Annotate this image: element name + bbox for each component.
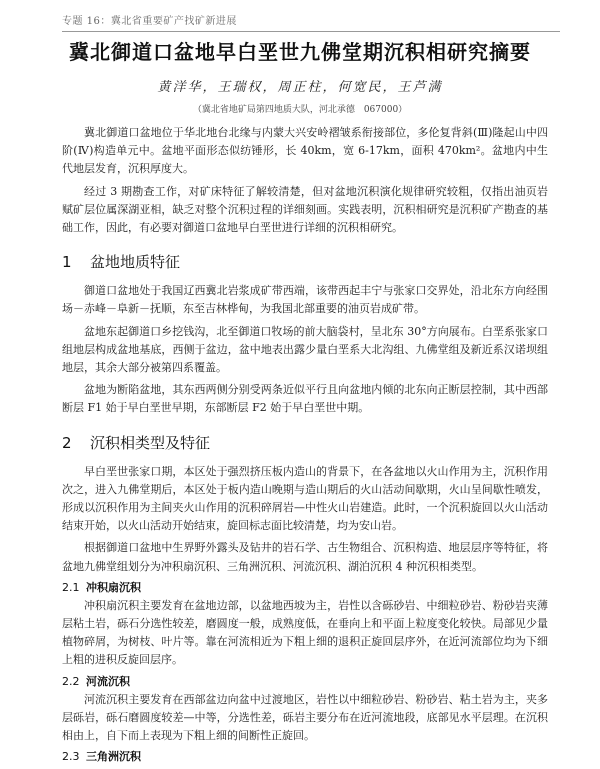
section-number: 1 [62,253,72,272]
subsection-title: 冲积扇沉积 [86,580,141,594]
paper-title: 冀北御道口盆地早白垩世九佛堂期沉积相研究摘要 [69,40,531,64]
body-paragraph: 根据御道口盆地中生界野外露头及钻井的岩石学、古生物组合、沉积构造、地层层序等特征，将盆地九佛堂组划分为冲积扇沉积、三角洲沉积、河流沉积、湖泊沉积 4 种沉积相类型。 [62,541,548,573]
body-paragraph: 河流沉积主要发育在西部盆边向盆中过渡地区，岩性以中细粒砂岩、粉砂岩、粘土岩为主，夹多层砾岩，砾石磨圆度较差—中等，分选性差，砾岩主要分布在近河流地段，底部见水平层理。在沉积相由上，自下而上表现为下粗上细的间断性正旋回。 [62,692,548,743]
subsection-heading [62,579,548,595]
subsection-number: 2.1 [62,580,80,594]
body-paragraph: 冲积扇沉积主要发育在盆地边部，以盆地西坡为主，岩性以含砾砂岩、中细粒砂岩、粉砂岩夹薄层粘土岩，砾石分选性较差，磨圆度一般，成熟度低，在垂向上和平面上粒度变化较快。局部见少量植物碎屑，为树枝、叶片等。靠在河流相近为下粗上细的退积正旋回层序外，在近河流部位均为下细上粗的进积反旋回层序。 [62,598,548,667]
abstract-paragraph: 经过 3 期勘查工作，对矿床特征了解较清楚，但对盆地沉积演化规律研究较粗，仅指出油页岩赋矿层位属深湖亚相，缺乏对整个沉积过程的详细刻画。实践表明，沉积相研究是沉积矿产勘查的基础工作，因此，有必要对御道口盆地早白垩世进行详细的沉积相研究。 [62,184,548,235]
subsection-heading [62,748,548,764]
body-paragraph: 盆地东起御道口乡挖钱沟，北至御道口牧场的前大脑袋村，呈北东 30°方向展布。白垩系张家口组地层构成盆地基底，西侧于盆边，盆中地表出露少量白垩系大北沟组、九佛堂组及新近系汉诺坝组地层，其余大部分被第四系覆盖。 [62,324,548,375]
paper-body [62,124,548,766]
section-title: 沉积相类型及特征 [90,433,211,452]
section-number: 2 [62,433,72,452]
author-list: 黄洋华，王瑞权，周正柱，何宽民，王芦满 [157,80,443,95]
subsection-number: 2.3 [62,750,80,764]
body-paragraph: 盆地为断陷盆地，其东西两侧分别受两条近似平行且向盆地内倾的北东向正断层控制，其中西部断层 F1 始于早白垩世早期，东部断层 F2 始于早白垩世中期。 [62,383,548,415]
section-heading [62,251,548,272]
section-title: 盆地地质特征 [90,253,181,272]
subsection-title: 河流沉积 [86,674,130,688]
subsection-title: 三角洲沉积 [86,750,141,764]
body-paragraph: 御道口盆地处于我国辽西冀北岩浆成矿带西端，该带西起丰宁与张家口交界处，沿北东方向经围场－赤峰－阜新－抚顺，东至吉林桦甸，为我国北部重要的油页岩成矿带。 [62,284,548,316]
running-header: 专题 16：冀北省重要矿产找矿新进展 [62,12,560,32]
affiliation: （冀北省地矿局第四地质大队，河北承德 067000） [192,105,408,115]
subsection-heading [62,673,548,689]
subsection-number: 2.2 [62,674,80,688]
section-heading [62,432,548,453]
body-paragraph: 早白垩世张家口期，本区处于强烈挤压板内造山的背景下，在各盆地以火山作用为主，沉积作用次之，进入九佛堂期后，本区处于板内造山晚期与造山期后的火山活动间歇期，火山呈间歇性喷发，形成以沉积作用为主间夹火山作用的沉积碎屑岩—中性火山岩建造。此时，一个沉积旋回以火山活动结束开始，以火山活动开始结束，旋回标志面比较清楚，均为安山岩。 [62,464,548,533]
abstract-paragraph: 冀北御道口盆地位于华北地台北缘与内蒙大兴安岭褶皱系衔接部位，多伦复背斜(Ⅲ)隆起山中四阶(Ⅳ)构造单元中。盆地平面形态似纺锤形，长 40km，宽 6-17km，面积 470km²。盆地内中生代地层发育，沉积厚度大。 [62,126,548,176]
